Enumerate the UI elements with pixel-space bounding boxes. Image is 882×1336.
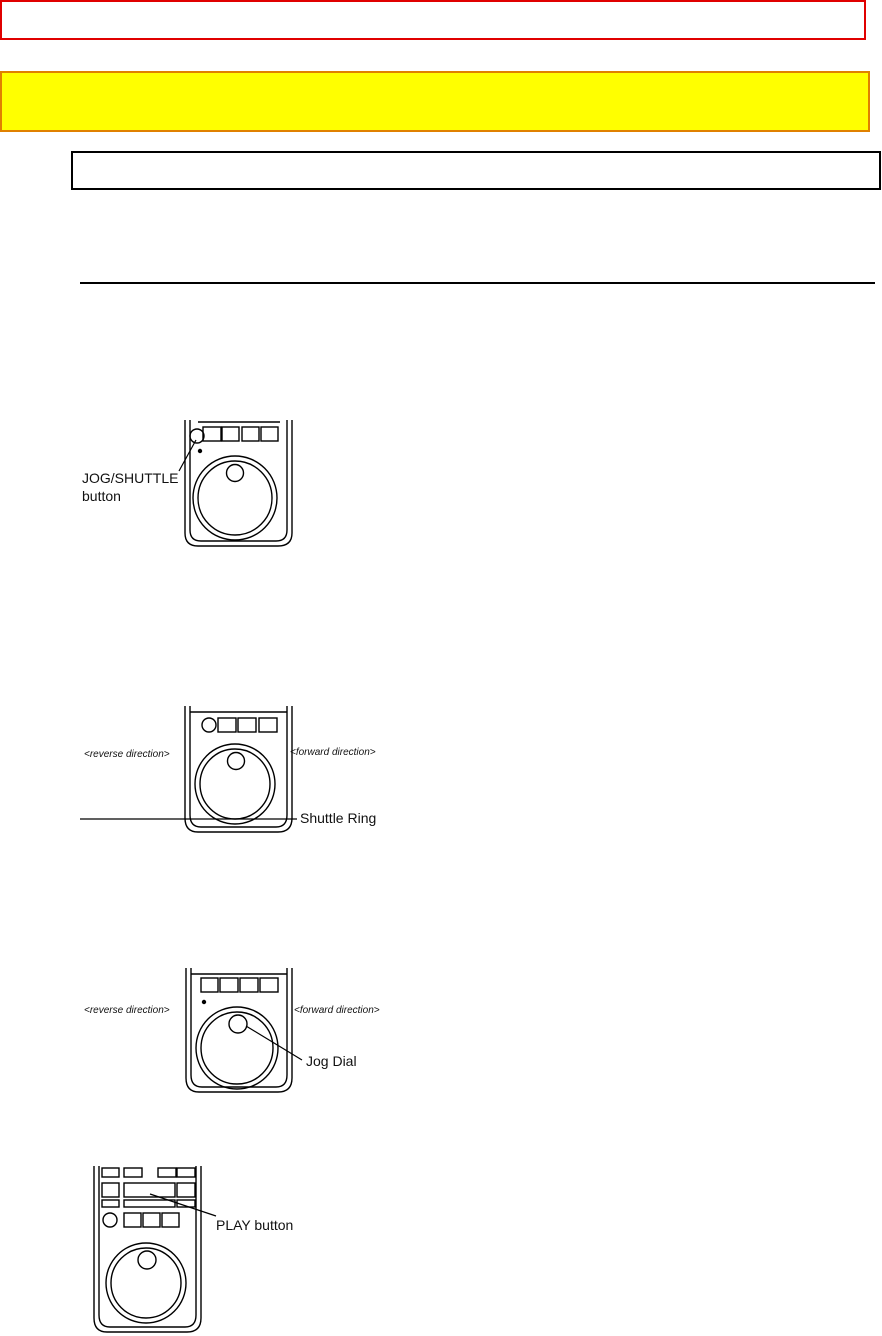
callout-jog-dial: Jog Dial [306,1053,357,1069]
figure-jog-dial [80,968,410,1103]
callout-line [179,440,196,471]
callout-jog-shuttle: JOG/SHUTTLE [82,470,179,486]
label-forward-direction: <forward direction> [294,1005,380,1016]
header-box-yellow [0,71,870,132]
label-forward-direction: <forward direction> [290,747,376,758]
remote-illustration [186,968,292,1092]
label-reverse-direction: <reverse direction> [84,1005,170,1016]
remote-illustration [185,706,292,832]
label-reverse-direction: <reverse direction> [84,749,170,760]
callout-button: button [82,488,121,504]
figure-play-button [80,1166,340,1336]
callout-play-button: PLAY button [216,1217,294,1233]
remote-illustration [185,420,292,546]
figure-jog-shuttle-button [80,418,310,553]
section-divider [80,282,875,284]
header-box-black [71,151,881,190]
header-box-red [0,0,866,40]
remote-illustration [94,1166,201,1332]
figure-shuttle-ring [80,706,410,841]
callout-shuttle-ring: Shuttle Ring [300,810,377,826]
